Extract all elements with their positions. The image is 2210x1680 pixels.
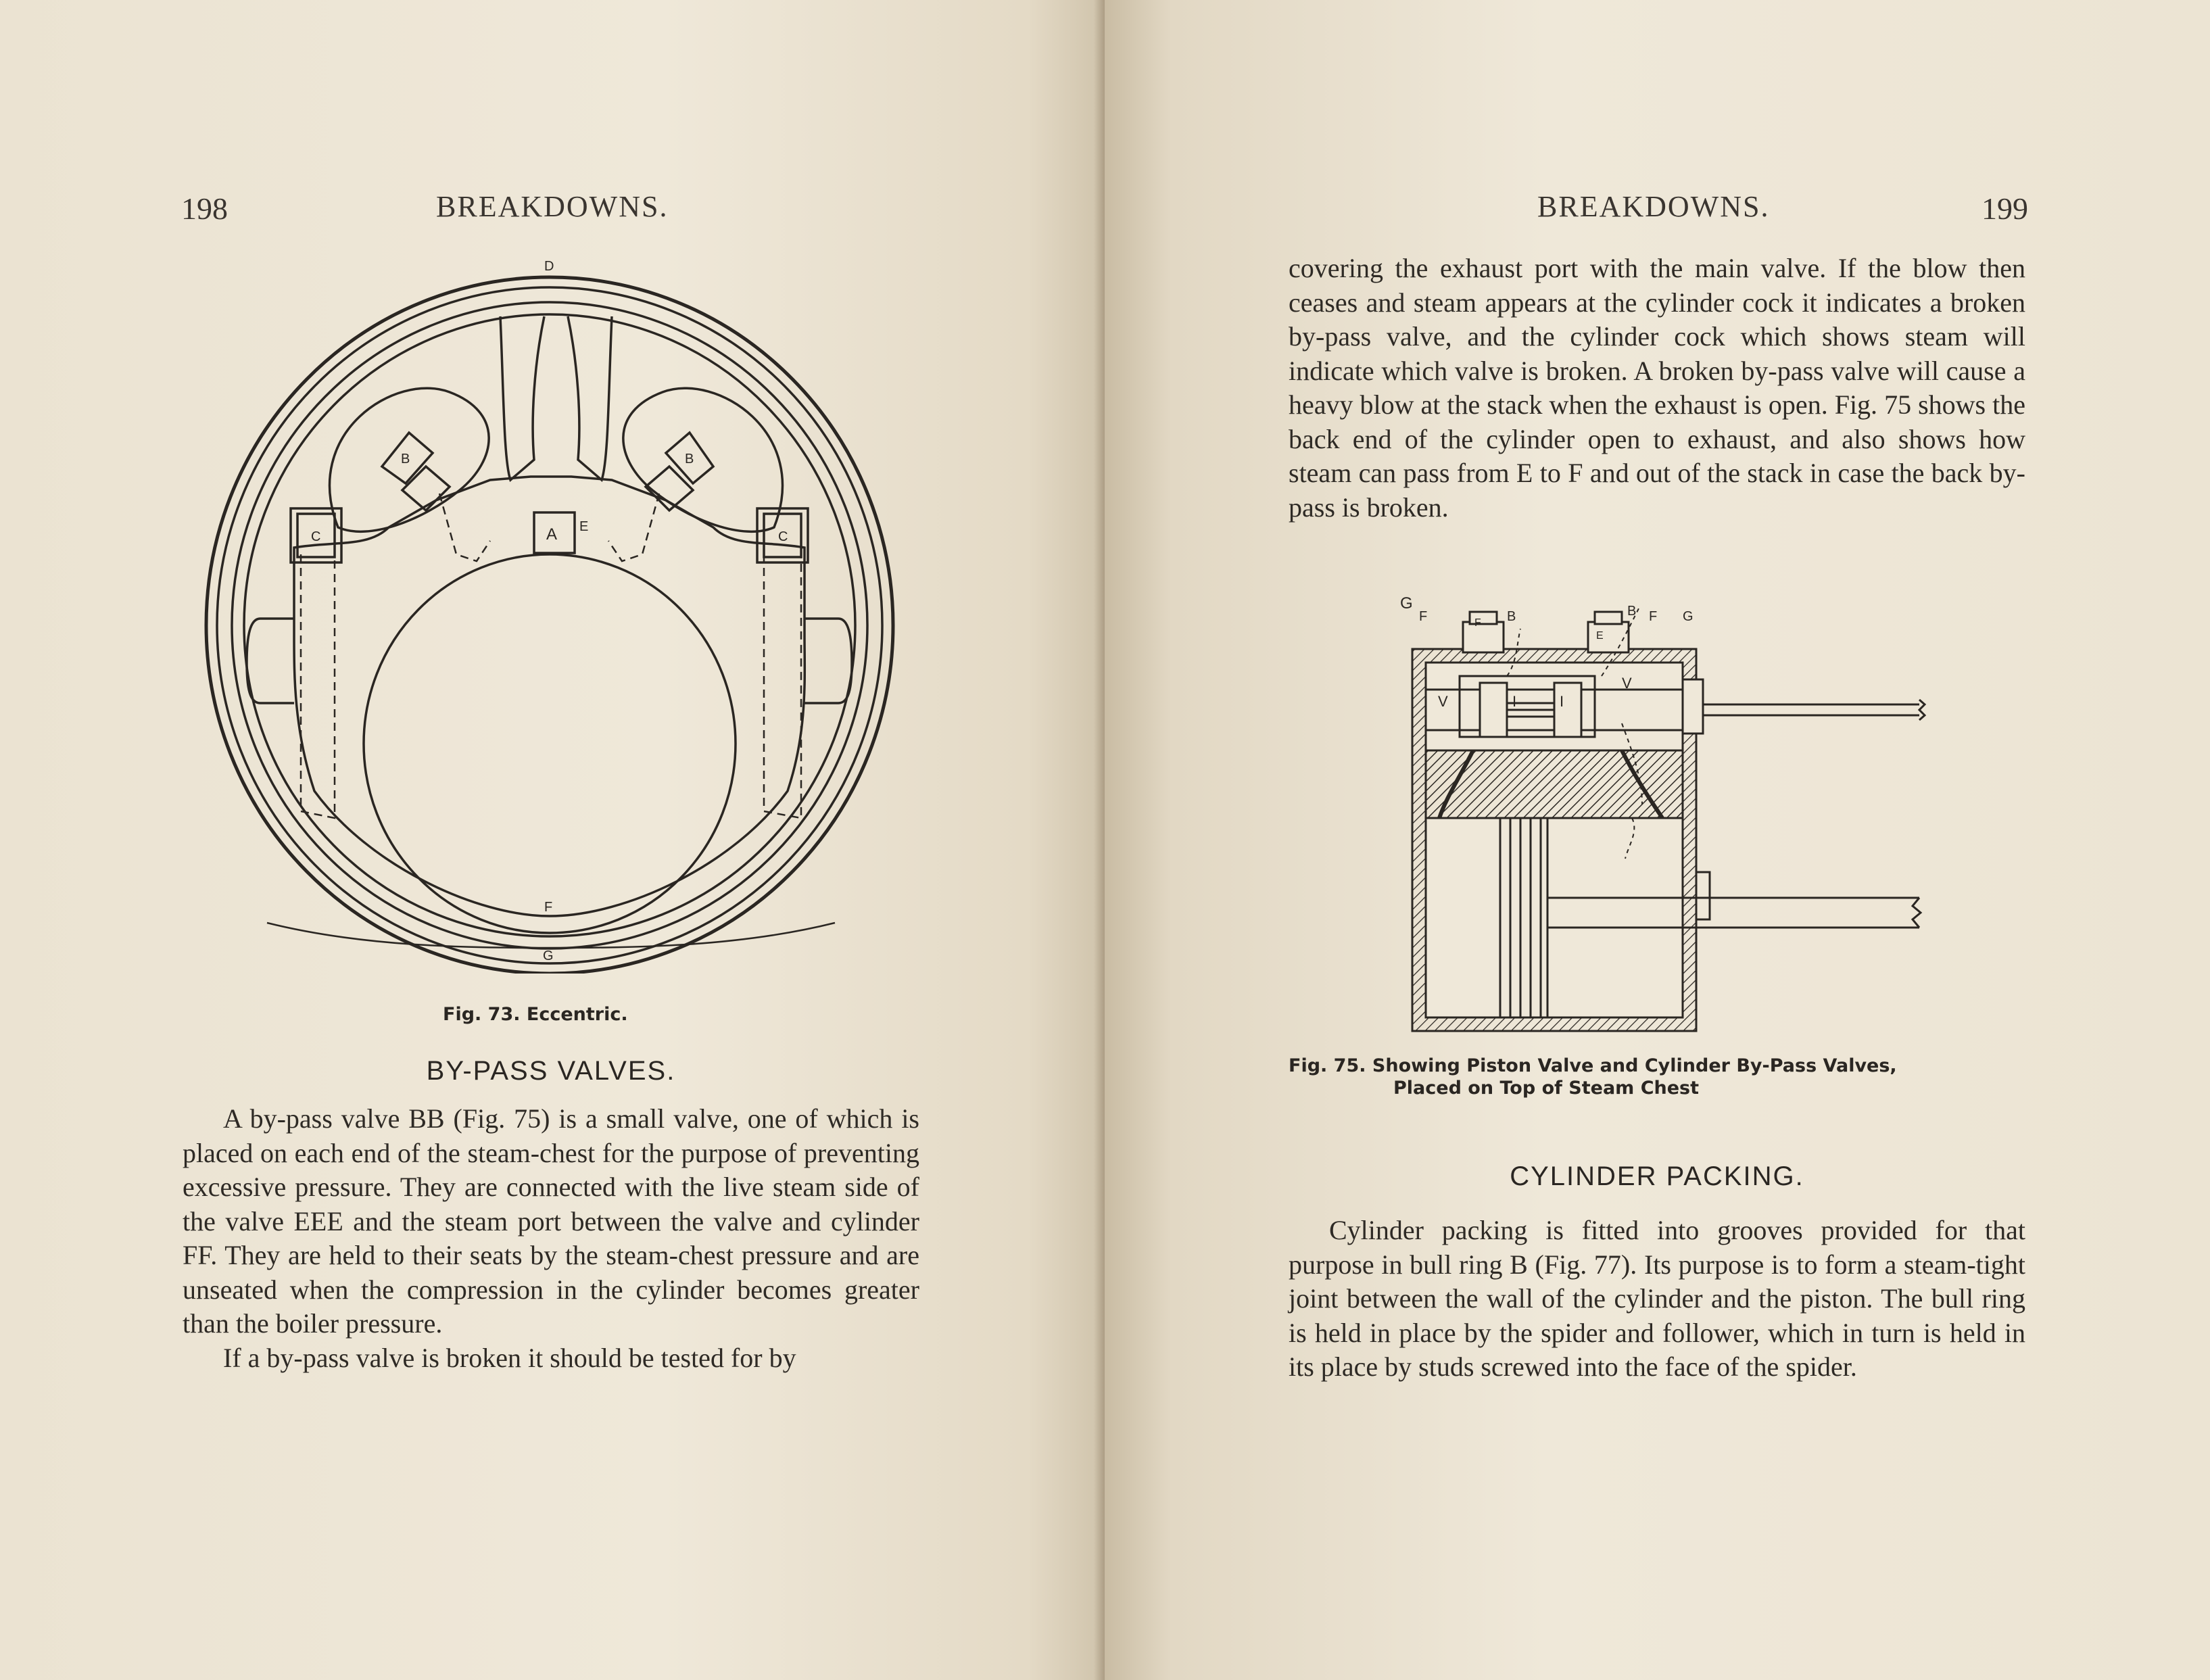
eccentric-figure	[193, 257, 903, 974]
piston-valve-figure	[1399, 588, 1940, 1041]
section-heading-cylinder-packing: CYLINDER PACKING.	[1510, 1161, 1804, 1191]
label-g: G	[543, 949, 554, 963]
label-i-right: I	[1560, 693, 1564, 710]
label-b-right-valve: B	[1627, 604, 1637, 619]
running-head-right: BREAKDOWNS.	[1537, 190, 1770, 223]
continued-text	[1289, 251, 2025, 525]
label-b-left-valve: B	[1507, 609, 1516, 624]
label-a: A	[546, 525, 558, 544]
right-page	[1105, 0, 2210, 1680]
paragraph-2: If a by-pass valve is broken it should be tested for by	[223, 1342, 796, 1373]
page-number-left: 198	[181, 191, 228, 226]
label-c-left: C	[311, 529, 321, 544]
running-head-left: BREAKDOWNS.	[436, 190, 669, 223]
label-b-right: B	[685, 452, 694, 466]
label-d: D	[544, 259, 554, 274]
figure-73-caption: Fig. 73. Eccentric.	[443, 1004, 628, 1025]
label-f-left: F	[1419, 609, 1428, 624]
label-c-right: C	[778, 529, 788, 544]
figure-75-caption-line-1: Fig. 75. Showing Piston Valve and Cylinder By-Pass Valves,	[1289, 1055, 1897, 1076]
label-v-right: V	[1622, 675, 1632, 692]
label-i-left: I	[1512, 693, 1517, 710]
paragraph-1: A by-pass valve BB (Fig. 75) is a small valve, one of which is placed on each end of the steam-chest for the purpose of preventing excessive pressure. They are connected with the live steam side of the valve EEE and the steam port between the valve and cylinder FF. They are held to their seats by the steam-chest pressure and are unseated when the compression in the cylinder becomes greater than the boiler pressure.	[183, 1103, 919, 1339]
label-g-left: G	[1400, 594, 1413, 613]
bypass-text	[183, 1102, 919, 1375]
label-v-left: V	[1438, 693, 1448, 710]
label-f-small: F	[1474, 617, 1481, 629]
label-f-right: F	[1649, 609, 1658, 624]
paragraph-bottom: Cylinder packing is fitted into grooves provided for that purpose in bull ring B (Fig. 77). Its purpose is to form a steam-tight joint between the wall of the cylinder and the piston. The bull ring is held in place by the spider and follower, which in turn is held in its place by studs screwed into the face of the spider.	[1289, 1215, 2025, 1382]
paragraph-top: covering the exhaust port with the main valve. If the blow then ceases and steam appears at the cylinder cock it indicates a broken by-pass valve, and the cylinder cock which shows steam will indicate which valve is broken. A broken by-pass valve will cause a heavy blow at the stack when the exhaust is open. Fig. 75 shows the back end of the cylinder open to exhaust, and also shows how steam can pass from E to F and out of the stack in case the back by-pass is broken.	[1289, 253, 2025, 523]
section-heading-bypass: BY-PASS VALVES.	[426, 1056, 676, 1086]
label-f: F	[544, 900, 553, 915]
label-e: E	[579, 519, 589, 534]
page-number-right: 199	[1981, 191, 2028, 226]
label-g-right: G	[1683, 609, 1693, 624]
figure-75-caption-line-2: Placed on Top of Steam Chest	[1393, 1078, 1700, 1099]
cylinder-packing-text	[1289, 1214, 2025, 1385]
label-b-left: B	[401, 452, 410, 466]
label-e-right: E	[1596, 630, 1604, 642]
